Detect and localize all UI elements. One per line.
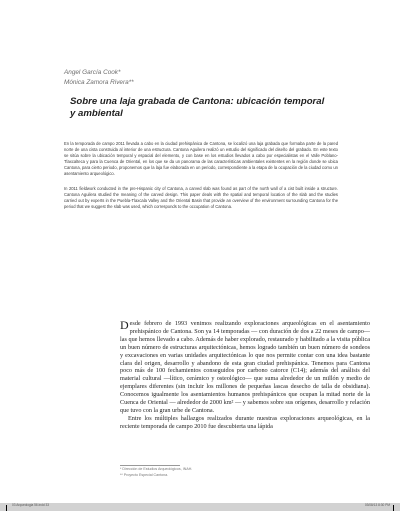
crop-mark [6,505,7,511]
print-slug-date: 03/08/13 8:30 PM [364,503,390,507]
crop-mark [393,505,394,511]
footnote: ** Proyecto Especial Cantona. [120,473,169,477]
body-paragraph [120,320,370,415]
author-list [64,68,134,88]
article-body [120,320,370,431]
body-paragraph: Entre los múltiples hallazgos realizados durante nuestras exploraciones arqueológicas, en la reciente temporada de campo 2010 fue descubierta una lápida [120,414,370,430]
print-slug-file: 03 Arqueologia 56.indd 33 [12,503,50,507]
author-name: Mónica Zamora Rivera** [64,79,134,86]
article-title: Sobre una laja grabada de Cantona: ubicación temporal y ambiental [70,96,325,119]
drop-cap: D [120,318,129,332]
body-paragraph-text: esde febrero de 1993 venimos realizando exploraciones arqueológicas en el asentamiento prehispánico de Cantona. Son ya 14 temporadas — con duración de dos a 22 meses de campo— las que hemos llevado a cabo. Además de haber explorado, restaurado y habilitado a la visita pública un buen número de estructuras arquitectónicas, hemos logrado también un buen número de sondeos y excavaciones en varias unidades arquitectónicas lo que nos permite contar con una idea bastante clara del origen, desarrollo y abandono de esta gran ciudad prehispánica. Tenemos para Cantona poco más de 100 fechamientos conseguidos por carbono catorce (C14); además del análisis del material cultural —lítico, cerámico y osteológico— que suma alrededor de un millón y medio de ejemplares diferentes (sin incluir los millones de pequeñas lascas desecho de talla de obsidiana). Conocemos igualmente los asentamientos humanos prehispánicos que ocupan la mitad norte de la Cuenca de Oriental — alrededor de 2000 km² — y sabemos sobre sus orígenes, desarrollo y relación que tuvo con la gran urbe de Cantona. [120,320,370,414]
abstract-english: In 2011 fieldwork conducted in the pre-Hispanic city of Cantona, a carved slab was found as part of the north wall of a cist built inside a structure. Cantona Aguilera studied the meaning of the carved design. This paper deals with the spatial and temporal location of the slab and the studies carried out by experts in the Puebla-Tlaxcala Valley and the Oriental Basin that provide an overview of the environment surrounding Cantona for the period that we suggest the slab was used, which corresponds to the occupation of Cantona. [64,186,338,209]
abstract-spanish: En la temporada de campo 2011 llevada a cabo en la ciudad prehispánica de Cantona, se localizó una laja grabada que formaba parte de la pared norte de una cista construida al interior de una estructura. Cantona Aguilera realizó un estudio del significado del diseño del grabado. En este texto se sitúa sobre la ubicación temporal y espacial del elemento, y con base en los estudios llevados a cabo por especialistas en el Valle Poblano-Tlaxcalteca y para la Cuenca de Oriental, en los que se da un panorama de las características ambientales existentes en la región donde se ubica Cantona, para cierto periodo, proponemos que la laja fue elaborada en un periodo, correspondiente a la etapa de la ocupación de la ciudad como un asentamiento arqueológico. [64,141,338,176]
footnotes [120,466,192,478]
footnote: * Dirección de Estudios Arqueológicos, INAH. [120,467,193,471]
author-name: Angel García Cook* [64,69,121,76]
